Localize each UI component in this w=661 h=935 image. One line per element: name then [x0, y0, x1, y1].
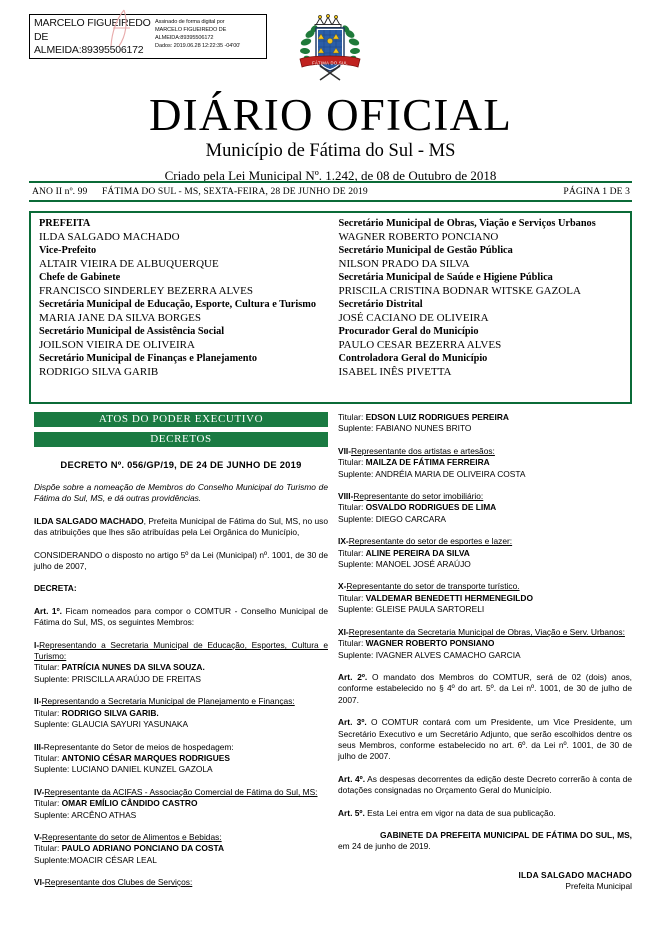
titular-name: ALINE PEREIRA DA SILVA	[365, 547, 470, 558]
decree-article-3	[338, 717, 632, 763]
official-name: JOILSON VIEIRA DE OLIVEIRA	[39, 338, 195, 351]
issue-page-indicator: PÁGINA 1 DE 3	[563, 186, 630, 197]
titular-label: Titular:	[34, 798, 62, 809]
suplente-label: Suplente:	[34, 673, 72, 684]
decree-summary: Dispõe sobre a nomeação de Membros do Conselho Municipal do Turismo de Fátima do Sul, MS, e dá outras providências.	[34, 482, 328, 504]
member-heading	[338, 536, 632, 547]
suplente-label: Suplente:	[34, 809, 72, 820]
decree-preamble	[34, 516, 328, 539]
article-label: Art. 3º.	[338, 717, 367, 728]
titular-label: Titular:	[338, 592, 366, 603]
content-column-left	[34, 412, 328, 889]
titular-name: OSVALDO RODRIGUES DE LIMA	[365, 502, 497, 513]
suplente-label: Suplente:	[34, 854, 70, 865]
decree-article-4	[338, 774, 632, 797]
officials-box	[29, 211, 632, 404]
member-titular-line	[338, 457, 632, 468]
titular-label: Titular:	[338, 547, 366, 558]
member-entry	[34, 696, 328, 730]
member-sector: Representante da Secretaria Municipal de Obras, Viação e Serv. Urbanos:	[348, 626, 625, 637]
member-entry	[338, 627, 632, 661]
official-name: WAGNER ROBERTO PONCIANO	[338, 230, 499, 243]
member-numeral: IX-	[338, 536, 349, 547]
suplente-label: Suplente:	[338, 559, 376, 570]
titular-label: Titular:	[34, 752, 62, 763]
member-suplente-line	[338, 559, 632, 570]
member-numeral: X-	[338, 581, 347, 592]
member-numeral: VIII-	[338, 491, 354, 502]
section-bar-decretos: DECRETOS	[34, 432, 328, 447]
official-role: Secretária Municipal de Saúde e Higiene Pública	[338, 272, 553, 283]
member-suplente-line	[338, 469, 632, 480]
member-entry	[338, 581, 632, 615]
officials-column-left	[31, 213, 331, 402]
official-name: RODRIGO SILVA GARIB	[39, 365, 159, 378]
member-heading	[338, 581, 632, 592]
decree-decreta-label: DECRETA:	[34, 583, 77, 594]
preamble-mayor-name: ILDA SALGADO MACHADO	[34, 515, 144, 526]
suplente-name: ARCÊNO ATHAS	[71, 809, 137, 820]
member-suplente-line	[34, 674, 328, 685]
signer-name: ILDA SALGADO MACHADO	[518, 869, 632, 880]
masthead-law-line: Criado pela Lei Municipal Nº. 1.242, de 08 de Outubro de 2018	[164, 168, 497, 183]
member-titular-line	[338, 638, 632, 649]
member-heading	[34, 832, 328, 843]
member-heading	[34, 640, 328, 663]
member-numeral: V-	[34, 831, 42, 842]
suplente-label: Suplente:	[34, 764, 72, 775]
member-titular-line	[338, 548, 632, 559]
member-entry	[338, 446, 632, 480]
official-name: MARIA JANE DA SILVA BORGES	[39, 311, 201, 324]
closing-gabinete: GABINETE DA PREFEITA MUNICIPAL DE FÁTIMA DO SUL, MS,	[380, 829, 632, 840]
signature-name-line-3: ALMEIDA:89395506172	[34, 44, 144, 56]
article-label: Art. 2º.	[338, 671, 368, 682]
content-column-right	[338, 412, 632, 893]
issue-city-date: FÁTIMA DO SUL - MS, SEXTA-FEIRA, 28 DE JUNHO DE 2019	[102, 186, 368, 197]
coat-of-arms-icon	[296, 12, 364, 86]
member-sector: Representante dos Clubes de Serviços:	[44, 877, 193, 888]
titular-name: WAGNER ROBERTO PONSIANO	[365, 638, 495, 649]
article-text: Ficam nomeados para compor o COMTUR - Conselho Municipal de Fátima do Sul, MS, os seguintes Membros:	[34, 605, 328, 628]
member-sector: Representante dos artistas e artesãos:	[351, 445, 495, 456]
preamble-text: , Prefeita Municipal de Fátima do Sul, MS, no uso das atribuições que lhes são atribuídas pela Lei Orgânica do Município,	[34, 515, 328, 538]
titular-label: Titular:	[338, 638, 366, 649]
signature-detail-block	[152, 15, 266, 58]
member-titular-line	[338, 412, 632, 423]
member-entry	[34, 640, 328, 686]
section-bar-atos: ATOS DO PODER EXECUTIVO	[34, 412, 328, 427]
article-text: O mandato dos Membros do COMTUR, será de 02 (dois) anos, conforme estabelecido no § 4º do art. 5º. da Lei nº. 1001, de 30 de julho de 2007.	[338, 671, 633, 705]
signature-detail-line-3: ALMEIDA:89395506172	[155, 34, 214, 41]
member-suplente-line	[338, 650, 632, 661]
suplente-name: FABIANO NUNES BRITO	[375, 423, 472, 434]
member-heading	[338, 627, 632, 638]
official-name: JOSÉ CACIANO DE OLIVEIRA	[338, 311, 489, 324]
member-numeral: IV-	[34, 786, 45, 797]
suplente-name: DIEGO CARCARA	[375, 513, 446, 524]
issue-info-bar	[29, 181, 632, 202]
article-label: Art. 4º.	[338, 773, 366, 784]
member-suplente-line	[338, 514, 632, 525]
member-numeral: I-	[34, 639, 40, 650]
page-title: DIÁRIO OFICIAL	[148, 90, 513, 140]
official-role: Controladora Geral do Município	[338, 353, 488, 364]
member-titular-line	[34, 843, 328, 854]
member-numeral: VI-	[34, 877, 45, 888]
member-numeral: VII-	[338, 445, 352, 456]
member-entry	[338, 412, 632, 435]
suplente-label: Suplente:	[34, 719, 72, 730]
member-entry	[338, 536, 632, 570]
member-sector: Representante do Setor de meios de hospedagem:	[43, 741, 234, 752]
member-numeral: III-	[34, 741, 44, 752]
issue-year-number: ANO II nº. 99	[32, 186, 88, 197]
member-sector: Representante do setor de transporte turístico.	[346, 581, 520, 592]
decree-article-2	[338, 672, 632, 706]
signature-detail-line-2: MARCELO FIGUEIREDO DE	[155, 26, 227, 33]
decree-closing-location	[338, 830, 632, 853]
member-entry	[34, 742, 328, 776]
titular-label: Titular:	[34, 662, 62, 673]
suplente-label: Suplente:	[338, 649, 376, 660]
member-sector: Representando a Secretaria Municipal de Planejamento e Finanças:	[41, 696, 295, 707]
suplente-name: LUCIANO DANIEL KUNZEL GAZOLA	[71, 764, 213, 775]
official-role: Secretário Municipal de Finanças e Planejamento	[39, 353, 258, 364]
official-name: PAULO CESAR BEZERRA ALVES	[338, 338, 502, 351]
member-titular-line	[34, 753, 328, 764]
signature-name-block	[30, 15, 152, 58]
suplente-name: MANOEL JOSÉ ARAÚJO	[375, 559, 471, 570]
member-heading	[34, 877, 328, 888]
member-suplente-line	[338, 604, 632, 615]
member-sector: Representante da ACIFAS - Associação Comercial de Fátima do Sul, MS:	[44, 786, 318, 797]
article-text: Esta Lei entra em vigor na data de sua publicação.	[364, 807, 556, 818]
decree-article-1	[34, 606, 328, 629]
signature-detail-line-4: Dados: 2019.06.28 12:22:35 -04'00'	[155, 42, 241, 49]
member-sector: Representante do setor de esportes e lazer:	[348, 536, 513, 547]
official-role: Secretário Municipal de Gestão Pública	[338, 245, 513, 256]
official-role: Procurador Geral do Município	[338, 326, 479, 337]
titular-name: MAILZA DE FÁTIMA FERREIRA	[365, 457, 490, 468]
suplente-name: ANDRÉIA MARIA DE OLIVEIRA COSTA	[375, 468, 526, 479]
official-name: NILSON PRADO DA SILVA	[338, 257, 470, 270]
member-titular-line	[34, 798, 328, 809]
member-sector: Representante do setor de Alimentos e Bebidas:	[41, 831, 222, 842]
titular-name: PAULO ADRIANO PONCIANO DA COSTA	[61, 843, 225, 854]
digital-signature-stamp	[29, 14, 267, 59]
article-text: O COMTUR contará com um Presidente, um Vice Presidente, um Secretário Executivo e um Secretário Adjunto, que serão escolhidos dentre os seus Membros, conforme estabelecido no art. 6º. da Lei nº. 1001, de 30 de julho de 2007.	[338, 717, 632, 762]
member-heading	[338, 491, 632, 502]
svg-text:FÁTIMA DO SUL: FÁTIMA DO SUL	[312, 60, 348, 66]
suplente-name: PRISCILLA ARAÚJO DE FREITAS	[71, 673, 201, 684]
official-role: Secretária Municipal de Educação, Esporte, Cultura e Turismo	[39, 299, 316, 310]
suplente-label: Suplente:	[338, 513, 376, 524]
official-role: Vice-Prefeito	[39, 245, 97, 256]
signature-name-line-2: DE	[34, 30, 49, 43]
decree-article-5	[338, 808, 632, 819]
member-sector: Representante do setor imobiliário:	[353, 491, 484, 502]
member-numeral: XI-	[338, 626, 349, 637]
official-name: ALTAIR VIEIRA DE ALBUQUERQUE	[39, 257, 219, 270]
suplente-name: GLEISE PAULA SARTORELI	[375, 604, 485, 615]
official-role: Secretário Distrital	[338, 299, 423, 310]
closing-date: em 24 de junho de 2019.	[338, 841, 431, 852]
official-role: Chefe de Gabinete	[39, 272, 121, 283]
member-numeral: II-	[34, 696, 42, 707]
suplente-label: Suplente:	[338, 423, 376, 434]
member-heading	[34, 696, 328, 707]
masthead-subtitle: Município de Fátima do Sul - MS	[205, 141, 456, 161]
decree-title: DECRETO Nº. 056/GP/19, DE 24 DE JUNHO DE 2019	[60, 459, 302, 470]
official-name: ILDA SALGADO MACHADO	[39, 230, 180, 243]
suplente-name: MOACIR CÉSAR LEAL	[69, 854, 157, 865]
titular-label: Titular:	[338, 457, 366, 468]
titular-label: Titular:	[34, 707, 62, 718]
titular-name: OMAR EMÍLIO CÂNDIDO CASTRO	[61, 798, 198, 809]
member-suplente-line	[34, 764, 328, 775]
member-suplente-line	[34, 719, 328, 730]
official-role: Secretário Municipal de Assistência Social	[39, 326, 225, 337]
masthead	[0, 92, 661, 184]
officials-column-right	[331, 213, 631, 402]
titular-label: Titular:	[34, 843, 62, 854]
article-label: Art. 1º.	[34, 605, 62, 616]
member-suplente-line	[34, 855, 328, 866]
signer-block	[338, 870, 632, 893]
member-titular-line	[338, 502, 632, 513]
member-entry	[338, 491, 632, 525]
official-name: PRISCILA CRISTINA BODNAR WITSKE GAZOLA	[338, 284, 581, 297]
member-titular-line	[34, 662, 328, 673]
suplente-name: IVAGNER ALVES CAMACHO GARCIA	[375, 649, 521, 660]
suplente-name: GLAUCIA SAYURI YASUNAKA	[71, 719, 189, 730]
titular-label: Titular:	[338, 412, 366, 422]
member-heading	[34, 742, 328, 753]
suplente-label: Suplente:	[338, 604, 376, 615]
signer-role: Prefeita Municipal	[565, 881, 632, 892]
titular-name: EDSON LUIZ RODRIGUES PEREIRA	[365, 412, 509, 422]
suplente-label: Suplente:	[338, 468, 376, 479]
official-name: FRANCISCO SINDERLEY BEZERRA ALVES	[39, 284, 254, 297]
official-role: PREFEITA	[39, 218, 91, 229]
titular-name: RODRIGO SILVA GARIB.	[61, 707, 159, 718]
member-entry	[34, 832, 328, 866]
member-entry	[34, 877, 328, 888]
member-entry	[34, 787, 328, 821]
official-name: ISABEL INÊS PIVETTA	[338, 365, 452, 378]
member-suplente-line	[338, 423, 632, 434]
member-suplente-line	[34, 810, 328, 821]
official-role: Secretário Municipal de Obras, Viação e Serviços Urbanos	[338, 218, 596, 229]
article-text: As despesas decorrentes da edição deste Decreto correrão à conta de dotações consignadas no Orçamento Geral do Município.	[338, 773, 633, 796]
titular-label: Titular:	[338, 502, 366, 513]
titular-name: PATRÍCIA NUNES DA SILVA SOUZA.	[61, 662, 205, 673]
titular-name: ANTONIO CÉSAR MARQUES RODRIGUES	[61, 752, 230, 763]
member-heading	[338, 446, 632, 457]
member-titular-line	[34, 708, 328, 719]
article-label: Art. 5º.	[338, 807, 365, 818]
decree-considerando: CONSIDERANDO o disposto no artigo 5º da Lei (Municipal) nº. 1001, de 30 de julho de 2007,	[34, 549, 328, 572]
member-sector: Representando a Secretaria Municipal de Educação, Esportes, Cultura e Turismo:	[34, 639, 328, 662]
signature-name-line-1: MARCELO FIGUEIREDO	[34, 17, 151, 29]
titular-name: VALDEMAR BENEDETTI HERMENEGILDO	[365, 592, 533, 603]
signature-detail-line-1: Assinado de forma digital por	[155, 19, 225, 25]
member-heading	[34, 787, 328, 798]
member-titular-line	[338, 593, 632, 604]
